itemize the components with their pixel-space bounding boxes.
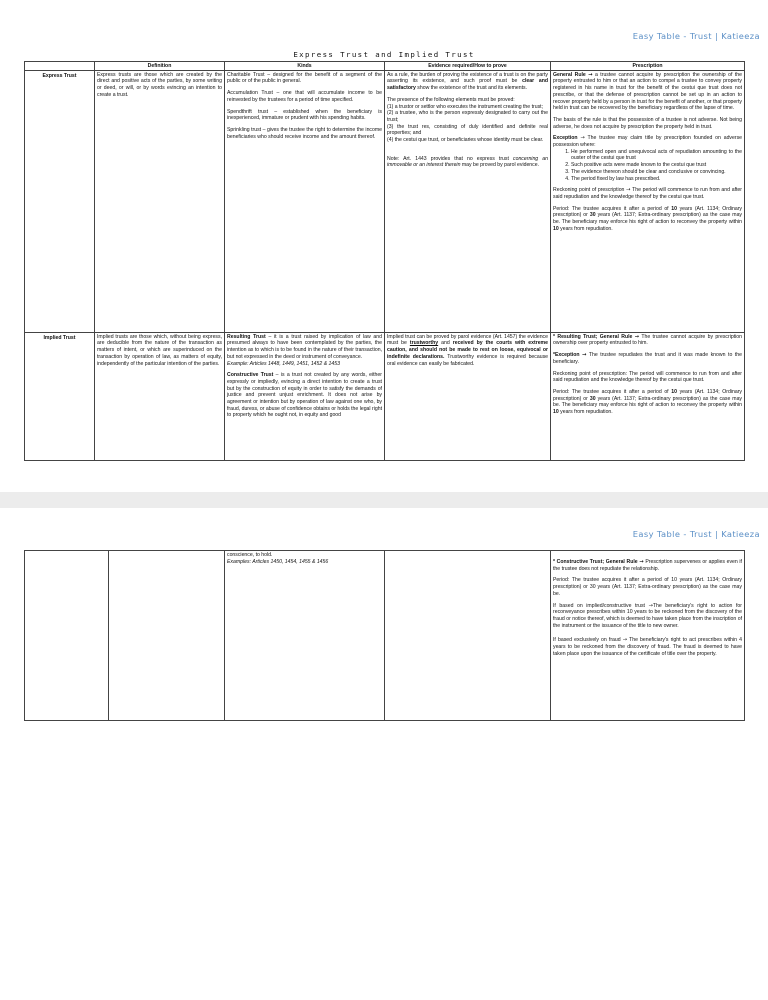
trust-table-continued — [24, 550, 745, 721]
resulting-exception: *Exception → The trustee repudiates the trust and it was made known to the beneficiary. — [553, 352, 742, 365]
continued-label-cell — [25, 551, 109, 721]
continued-definition-cell — [109, 551, 225, 721]
arrow-icon: → — [648, 602, 653, 609]
page-2 — [0, 508, 768, 1000]
implied-period: Period: The trustee acquires it after a period of 10 years (Art. 1134; Ordinary prescription) or 30 years (Art. 1137; Extra-ordinary prescription) as the case may be. The beneficiary may enforce his right of action to reconvey the property within 10 years from repudiation. — [553, 388, 743, 416]
table-row-implied-trust — [25, 332, 745, 460]
table-header-row — [25, 62, 745, 71]
header-cell-blank — [25, 62, 95, 71]
row-label-express-trust: Express Trust — [25, 70, 95, 332]
constructive-period: Period: The trustee acquires it after a period of 10 years (Art. 1134; Ordinary prescription) or 30 years (Art. 1137; Extra-ordinary prescription) as the case may be. — [553, 577, 742, 597]
evidence-burden: As a rule, the burden of proving the existence of a trust is on the party asserting its existence, and such proof must be clear and satisfactory show the existence of the trust and its elements. — [387, 71, 548, 92]
row-label-implied-trust: Implied Trust — [25, 332, 95, 460]
evidence-element-3: (3) the trust res, consisting of duly identified and definite real properties; and — [387, 123, 548, 137]
kind-constructive: Constructive Trust – is a trust not created by any words, either expressly or impliedly, evincing a direct intention to create a trust but by the construction of equity in order to satisfy the demands of justice and prevent unjust enrichment. It does not arise by agreement or intention but by operation of law against one who, by fraud, duress, or abuse of confidence obtains or holds the legal right to property which he ought not, in equity and good — [227, 372, 382, 419]
header-cell-kinds: Kinds — [225, 62, 385, 71]
express-definition-cell — [95, 70, 225, 332]
express-definition: Express trusts are those which are created by the direct and positive acts of the parties, by some writing or deed, or will, or by words evincing an intention to create a trust. — [97, 71, 222, 98]
table-row-express-trust — [25, 70, 745, 332]
implied-evidence-cell — [385, 332, 551, 460]
continued-prescription-cell — [551, 551, 745, 721]
evidence-element-2: (2) a trustee, who is the person expressly designated to carry out the trust; — [387, 110, 548, 123]
table-row-implied-trust-continued — [25, 551, 745, 721]
running-header: Easy Table - Trust | Katieeza — [632, 529, 760, 539]
exclusive-fraud-rule: If based exclusively on fraud → The beneficiary's right to act prescribes within 4 years to be reckoned from the discovery of fraud. The fraud is deemed to have taken place upon the issuance of the certificate of title over the property. — [553, 637, 742, 657]
implied-definition: Implied trusts are those which, without being express, are deducible from the nature of the transaction as matters of intent, or which are superinduced on the transaction by operation of law, as matters of equity, independently of the particular intention of the parties. — [97, 333, 222, 367]
arrow-icon: → — [588, 71, 593, 78]
continued-evidence-cell — [385, 551, 551, 721]
arrow-icon: → — [582, 352, 587, 359]
kind-accumulation: Accumulation Trust – one that will accumulate income to be reinvested by the trustees for a period of time specified. — [227, 90, 382, 103]
express-evidence-cell — [385, 70, 551, 332]
arrow-icon: → — [622, 637, 628, 644]
arrow-icon: → — [580, 135, 585, 142]
evidence-element-4: (4) the cestui que trust, or beneficiaries whose identity must be clear. — [387, 137, 544, 144]
implied-prescription-cell — [551, 332, 745, 460]
exception-list — [553, 149, 742, 183]
list-item: 2. Such positive acts were made known to the cestui que trust — [571, 162, 742, 169]
evidence-note: Note: Art. 1443 provides that no express trust concerning an immovable or an interest therein may be proved by parol evidence. — [387, 155, 548, 169]
header-cell-evidence: Evidence required/How to prove — [385, 62, 551, 71]
kind-charitable: Charitable Trust – designed for the benefit of a segment of the public or of the public in general. — [227, 71, 382, 85]
running-header: Easy Table - Trust | Katieeza — [632, 31, 760, 41]
express-general-rule: General Rule → a trustee cannot acquire by prescription the ownership of the property entrusted to him or that an action to compel a trustee to convey property registered in his name in trust for the benefit of the cestui que trust does not prescribe, or that the defense of prescription cannot be set up in an action to recover property held by a person in trust for the benefit of another, or that property held in trust can be recovered by the beneficiary regardless of the lapse of time. — [553, 71, 742, 112]
resulting-general-rule: * Resulting Trust; General Rule → The trustee cannot acquire by prescription ownership over property entrusted to him. — [553, 333, 742, 347]
header-cell-definition: Definition — [95, 62, 225, 71]
implied-reckoning: Reckoning point of prescription: The period will commence to run from and after said repudiation and the knowledge thereof by the cestui que trust. — [553, 370, 742, 384]
evidence-elements-intro: The presence of the following elements must be proved: — [387, 96, 515, 103]
trust-table — [24, 61, 745, 461]
continued-kinds-cell — [225, 551, 385, 721]
constructive-examples: Examples: Articles 1450, 1454, 1455 & 1456 — [227, 558, 329, 565]
constructive-general-rule: * Constructive Trust; General Rule → Prescription supervenes or applies even if the trustee does not repudiate the relationship. — [553, 559, 742, 572]
resulting-examples: Example: Articles 1448, 1449, 1451, 1452 & 1453 — [227, 360, 340, 367]
header-cell-prescription: Prescription — [551, 62, 745, 71]
implied-definition-cell — [95, 332, 225, 460]
page-1 — [0, 0, 768, 492]
list-item: 3. The evidence thereon should be clear and conclusive or convincing. — [571, 169, 742, 176]
express-kinds-cell — [225, 70, 385, 332]
arrow-icon: → — [634, 333, 640, 340]
kind-resulting: Resulting Trust – it is a trust raised by implication of law and presumed always to have been contemplated by the parties, the intention as to which is to be found in the nature of their transaction, but not expressed in the deed or instrument of conveyance. — [227, 333, 382, 360]
list-item: 4. The period fixed by law has prescribed. — [571, 176, 742, 183]
arrow-icon: → — [626, 187, 631, 194]
list-item: 1. He performed open and unequivocal acts of repudiation amounting to the ouster of the cestui que trust — [571, 149, 742, 162]
arrow-icon: → — [639, 559, 644, 565]
implied-fraud-rule: If based on implied/constructive trust →The beneficiary's right to action for reconveyance prescribes within 10 years to be reckoned from the discovery of the fraud or notice thereof, which is deemed to have taken place from the inscription of the instrument or the issuance of the title to new owner. — [553, 602, 742, 629]
express-prescription-cell — [551, 70, 745, 332]
kind-sprinkling: Sprinkling trust – gives the trustee the right to determine the income beneficiaries who should receive income and the amount thereof. — [227, 126, 382, 140]
kind-spendthrift: Spendthrift trust – established when the beneficiary is inexperienced, immature or prudent with his spending habits. — [227, 108, 382, 122]
express-reckoning: Reckoning point of prescription → The period will commence to run from and after said repudiation and the knowledge thereof by the cestui que trust. — [553, 187, 742, 200]
implied-kinds-cell — [225, 332, 385, 460]
constructive-continued: conscience, to hold. — [227, 552, 273, 558]
express-period: Period: The trustee acquires it after a period of 10 years (Art. 1134; Ordinary prescription) or 30 years (Art. 1137; Extra-ordinary prescription) as the case may be. The beneficiary may enforce his right of action to reconvey the property within 10 years from repudiation. — [553, 205, 743, 232]
table-title: Express Trust and Implied Trust — [293, 50, 475, 59]
evidence-element-1: (1) a trustor or settlor who executes the instrument creating the trust; — [387, 103, 544, 110]
express-basis: The basis of the rule is that the possession of a trustee is not adverse. Not being adverse, he does not acquire by prescription the property held in trust. — [553, 116, 742, 130]
implied-evidence: Implied trust can be proved by parol evidence (Art. 1457) the evidence must be trustworthy and received by the courts with extreme caution, and should not be made to rest on loose, equivocal or indefinite declarations. Trustworthy evidence is required because oral evidence can easily be fabricated. — [387, 333, 548, 367]
express-exception: Exception → The trustee may claim title by prescription founded on adverse possession where: — [553, 135, 742, 149]
